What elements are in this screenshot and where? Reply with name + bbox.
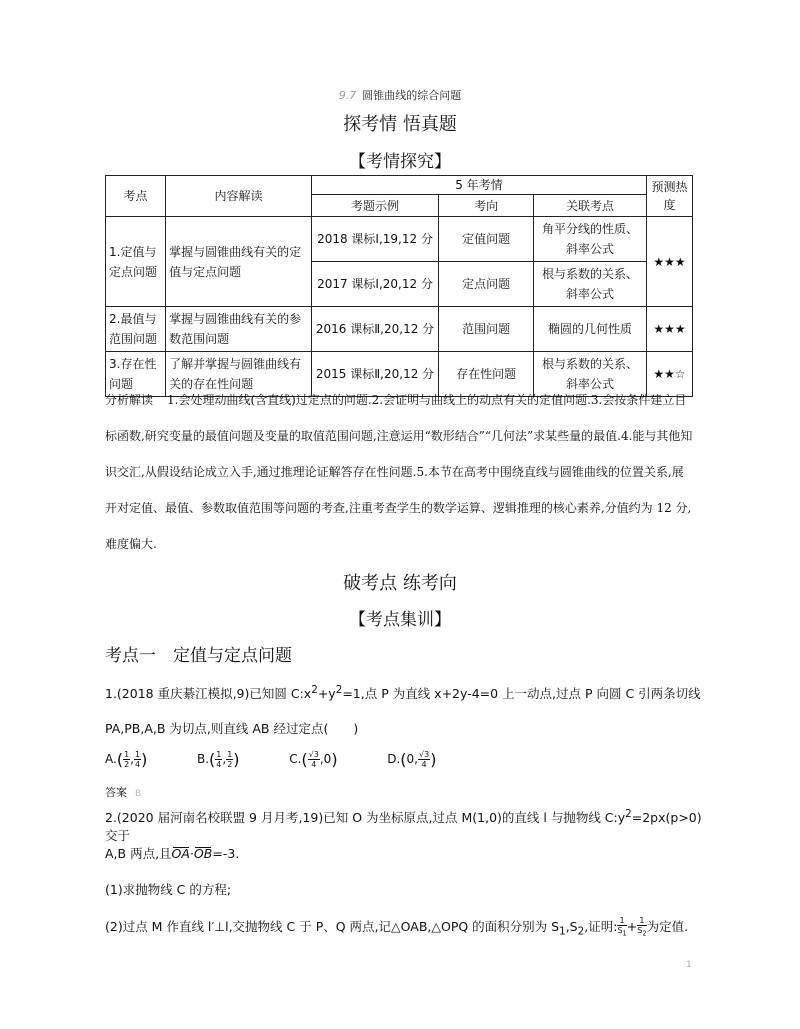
- num: 1: [617, 916, 626, 926]
- cell-guanlian: 角平分线的性质、斜率公式: [533, 217, 646, 262]
- analysis-label: 分析解读: [105, 393, 154, 407]
- th-neirong: 内容解读: [166, 176, 312, 217]
- paren: ): [331, 750, 338, 769]
- cell-neirong: 掌握与圆锥曲线有关的参数范围问题: [166, 307, 312, 352]
- num: 1: [124, 750, 130, 759]
- q1-sup: 2: [311, 684, 318, 696]
- cell-yuce: ★★★: [647, 217, 693, 307]
- cell-guanlian: 根与系数的关系、斜率公式: [533, 352, 646, 397]
- q1-text-c: =1,点 P 为直线 x+2y-4=0 上一动点,过点 P 向圆 C 引两条切线: [342, 686, 701, 702]
- q1-text-a: 1.(2018 重庆綦江模拟,9)已知圆 C:x: [105, 686, 312, 702]
- cell-neirong: 了解并掌握与圆锥曲线有关的存在性问题: [166, 352, 312, 397]
- option-a-label: A.: [105, 752, 117, 766]
- paren: ): [233, 750, 240, 769]
- sub-1: 1: [559, 925, 566, 938]
- option-b-label: B.: [196, 752, 210, 766]
- question-2-part2: [105, 916, 705, 939]
- vector-oa: OA: [171, 846, 190, 861]
- th-wunian: 5 年考情: [311, 176, 646, 195]
- cell-yuce: ★★☆: [647, 352, 693, 397]
- cell-kaodian: 3.存在性问题: [106, 352, 166, 397]
- zero: 0: [323, 752, 332, 766]
- num: 1: [134, 750, 141, 759]
- fraction: [134, 750, 141, 769]
- den: $S_1$: [617, 926, 627, 938]
- den: 4: [311, 760, 317, 769]
- option-c: C.( $\frac{√3}{4}$ ,0): [289, 750, 338, 769]
- option-d: D.(0, $\frac{√3}{4}$ ): [387, 750, 437, 769]
- q1-text-b: +y: [317, 686, 336, 702]
- heading-practice: 破考点 练考向: [343, 573, 457, 594]
- q2-part2-a: (2)过点 M 作直线 l′⊥l,交抛物线 C 于 P、Q 两点,记△OAB,△OPQ 的面积分别为 S: [105, 918, 560, 934]
- cell-kaoxiang: 定点问题: [439, 262, 534, 307]
- cell-kaoxiang: 范围问题: [439, 307, 534, 352]
- paren: ): [141, 750, 148, 769]
- sub: 2: [642, 929, 647, 938]
- den: 2: [124, 760, 130, 769]
- question-2-part1: (1)求抛物线 C 的方程;: [105, 882, 232, 897]
- heading-exam-analysis: 【考情探究】: [349, 152, 451, 172]
- paren: (: [301, 750, 308, 769]
- question-1-line2: PA,PB,A,B 为切点,则直线 AB 经过定点( ): [105, 721, 359, 736]
- q1-sup: 2: [335, 684, 343, 696]
- q2-sup: 2: [625, 808, 632, 820]
- heading-training: 【考点集训】: [349, 610, 451, 630]
- answer-value: B: [135, 789, 142, 799]
- kaodian-heading: 考点一 定值与定点问题: [105, 646, 292, 666]
- cell-kaoxiang: 存在性问题: [439, 352, 534, 397]
- option-a: A.( $\frac{1}{2}$ , $\frac{1}{4}$ ): [105, 750, 148, 769]
- chapter-header: [0, 87, 800, 103]
- vector-ob: OB: [193, 846, 213, 861]
- exam-table: [105, 175, 693, 397]
- th-guanlian: 关联考点: [533, 195, 646, 217]
- cell-kaodian: 2.最值与范围问题: [106, 307, 166, 352]
- question-2-line2: [105, 844, 705, 862]
- fraction-1-over-s2: [637, 916, 646, 939]
- cell-shili: 2018 课标Ⅰ,19,12 分: [311, 217, 438, 262]
- q2-line2-a: A,B 两点,且: [105, 846, 172, 861]
- den: 4: [421, 760, 427, 769]
- heading-explore: 探考情 悟真题: [343, 114, 457, 135]
- cell-yuce: ★★★: [647, 307, 693, 352]
- paren: ): [430, 750, 437, 769]
- section-number: 9.7: [338, 89, 357, 102]
- zero: 0: [406, 752, 415, 766]
- analysis-paragraph: [105, 382, 695, 562]
- cell-shili: 2016 课标Ⅱ,20,12 分: [311, 307, 438, 352]
- fraction: [308, 750, 320, 769]
- num: √3: [308, 750, 319, 759]
- q2-part2-c: 为定值.: [646, 918, 689, 934]
- q2-text: 2.(2020 届河南名校联盟 9 月月考,19)已知 O 为坐标原点,过点 M(1,0)的直线 l 与抛物线 C:y: [105, 810, 626, 826]
- q2-text-tail: =2px(p>0)交于: [105, 810, 702, 844]
- den: $S_2$: [637, 926, 647, 938]
- page-number: 1: [686, 960, 692, 970]
- fraction: [215, 750, 222, 769]
- paren: (: [400, 750, 407, 769]
- th-yuce: 预测热度: [647, 176, 693, 217]
- num: 1: [216, 750, 222, 759]
- cell-guanlian: 椭圆的几何性质: [533, 307, 646, 352]
- fraction: [123, 750, 130, 769]
- num: 1: [637, 916, 646, 926]
- sub: 1: [622, 929, 627, 938]
- chapter-title: 圆锥曲线的综合问题: [362, 89, 462, 102]
- question-2-stem: [105, 808, 705, 844]
- question-1-options: [105, 750, 705, 769]
- q2-line2-b: =-3.: [212, 846, 240, 861]
- q2-part2-b: ,证明:: [584, 918, 618, 934]
- paren: (: [116, 750, 124, 769]
- th-shili: 考题示例: [311, 195, 438, 217]
- option-d-label: D.: [387, 752, 401, 766]
- den: 4: [216, 760, 222, 769]
- den: 2: [227, 760, 233, 769]
- cell-shili: 2015 课标Ⅱ,20,12 分: [311, 352, 438, 397]
- answer-line: [105, 784, 141, 800]
- q2-comma: ,S: [565, 918, 578, 934]
- dot: ·: [189, 846, 194, 861]
- option-b: B.( $\frac{1}{4}$ , $\frac{1}{2}$ ): [196, 750, 240, 769]
- option-c-label: C.: [289, 752, 302, 766]
- cell-kaodian: 1.定值与定点问题: [106, 217, 166, 307]
- fraction-1-over-s1: [617, 916, 626, 939]
- analysis-text: 1.会处理动曲线(含直线)过定点的问题.2.会证明与曲线上的动点有关的定值问题.3.会按条件建立目标函数,研究变量的最值问题及变量的取值范围问题,注意运用“数形结合”“几何法”求某些量的最值.4.能与其他知识交汇,从假设结论成立入手,通过推理论证解答存在性问题.5.本节在高考中围绕直线与圆锥曲线的位置关系,展开对定值、最值、参数取值范围等问题的考查,注重考查学生的数学运算、逻辑推理的核心素养,分值约为 12 分,难度偏大.: [105, 393, 693, 551]
- answer-label: 答案: [105, 786, 127, 799]
- th-kaodian: 考点: [106, 176, 166, 217]
- th-kaoxiang: 考向: [439, 195, 534, 217]
- num: 1: [227, 750, 233, 759]
- paren: (: [209, 750, 216, 769]
- cell-guanlian: 根与系数的关系、斜率公式: [533, 262, 646, 307]
- num: √3: [419, 750, 430, 759]
- den: 4: [134, 760, 141, 769]
- cell-kaoxiang: 定值问题: [439, 217, 534, 262]
- sub-2: 2: [577, 925, 585, 938]
- cell-neirong: 掌握与圆锥曲线有关的定值与定点问题: [166, 217, 312, 307]
- question-1-stem: [105, 684, 705, 702]
- plus: +: [626, 918, 638, 934]
- cell-shili: 2017 课标Ⅰ,20,12 分: [311, 262, 438, 307]
- fraction: [418, 750, 430, 769]
